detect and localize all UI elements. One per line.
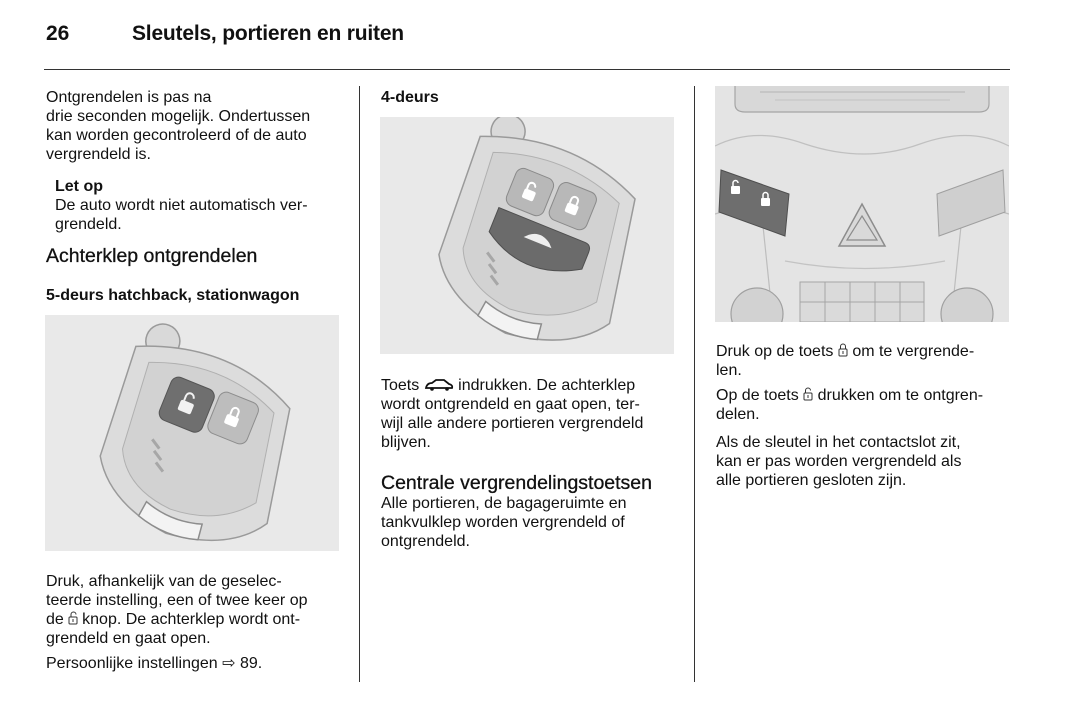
- reference-text: Persoonlijke instellingen: [46, 655, 218, 672]
- page-number: 26: [46, 22, 70, 45]
- col3-para2-line1-b: drukken om te ontgren-: [817, 387, 984, 404]
- center-console-illustration: [715, 86, 1009, 322]
- col3-para3-line2: kan er pas worden vergrendeld als: [716, 453, 962, 470]
- column-divider-1: [359, 86, 360, 682]
- section-heading-achterklep: Achterklep ontgrendelen: [46, 245, 258, 267]
- col2-section-line3: ontgrendeld.: [381, 533, 470, 550]
- note-box: [55, 177, 345, 234]
- col2-para-line1-b: indrukken. De achterklep: [458, 377, 636, 394]
- figure-key-fob-2-button: [45, 315, 339, 551]
- figure-key-fob-3-button: [380, 117, 674, 354]
- col1-para-line4: grendeld en gaat open.: [46, 630, 211, 647]
- reference-page[interactable]: 89.: [239, 655, 263, 672]
- col3-para1: [716, 342, 1016, 380]
- col3-para1-line1: [716, 342, 1016, 361]
- lock-icon: [838, 343, 852, 360]
- subheading-5-deurs: 5-deurs hatchback, stationwagon: [46, 287, 300, 304]
- page-title: Sleutels, portieren en ruiten: [132, 22, 404, 45]
- col3-para2-line2: delen.: [716, 406, 760, 423]
- figure-center-console: [715, 86, 1009, 322]
- column-divider-2: [694, 86, 695, 682]
- unlock-tailgate-icon: [68, 611, 82, 627]
- col2-subheading-wrap: [381, 88, 681, 107]
- col3-para2: [716, 386, 1016, 424]
- col2-para-line1: [381, 376, 681, 395]
- col1-paragraph: [46, 572, 346, 673]
- col2-section-line1: Alle portieren, de bagageruimte en: [381, 495, 627, 512]
- col1-intro: [46, 88, 346, 164]
- col1-para-line3-b: knop. De achterklep wordt ont-: [82, 611, 301, 628]
- col2-para-line1-a: Toets: [381, 377, 420, 394]
- col2-section-line2: tankvulklep worden vergrendeld of: [381, 514, 625, 531]
- note-label: Let op: [55, 178, 103, 195]
- col2-section: [381, 472, 691, 551]
- reference-arrow-icon: ⇨: [222, 655, 236, 672]
- note-line2: grendeld.: [55, 216, 122, 233]
- cross-reference: [46, 654, 346, 673]
- col1-subheading-wrap: [46, 286, 346, 305]
- unlock-icon: [803, 387, 817, 404]
- col3-para2-line1: [716, 386, 1016, 405]
- col1-para-line1: Druk, afhankelijk van de geselec-: [46, 573, 282, 590]
- col1-section: [46, 245, 346, 267]
- key-fob-illustration: [45, 315, 339, 551]
- col1-intro-line2: drie seconden mogelijk. Ondertussen: [46, 108, 311, 125]
- col3-para3: [716, 433, 1016, 490]
- col1-para-line3: [46, 610, 346, 629]
- col1-intro-line1: Ontgrendelen is pas na: [46, 89, 212, 106]
- key-fob-3-button-illustration: [380, 117, 674, 354]
- header-rule: [44, 69, 1010, 70]
- car-trunk-icon: [424, 377, 458, 394]
- subheading-4-deurs: 4-deurs: [381, 89, 439, 106]
- col1-para-line2: teerde instelling, een of twee keer op: [46, 592, 308, 609]
- col1-intro-line3: kan worden gecontroleerd of de auto: [46, 127, 307, 144]
- col3-para3-line1: Als de sleutel in het contactslot zit,: [716, 434, 961, 451]
- col1-intro-line4: vergrendeld is.: [46, 146, 151, 163]
- note-line1: De auto wordt niet automatisch ver-: [55, 197, 308, 214]
- col3-para2-line1-a: Op de toets: [716, 387, 799, 404]
- col2-para-line4: blijven.: [381, 434, 431, 451]
- col1-para-line3-a: de: [46, 611, 64, 628]
- col3-para1-line1-a: Druk op de toets: [716, 343, 834, 360]
- col2-para-line3: wijl alle andere portieren vergrendeld: [381, 415, 644, 432]
- section-heading-centrale: Centrale vergrendelingstoetsen: [381, 472, 653, 494]
- col3-para1-line1-b: om te vergrende-: [852, 343, 975, 360]
- col2-para-line2: wordt ontgrendeld en gaat open, ter-: [381, 396, 640, 413]
- col3-para1-line2: len.: [716, 362, 742, 379]
- col3-para3-line3: alle portieren gesloten zijn.: [716, 472, 907, 489]
- col2-paragraph: [381, 376, 681, 452]
